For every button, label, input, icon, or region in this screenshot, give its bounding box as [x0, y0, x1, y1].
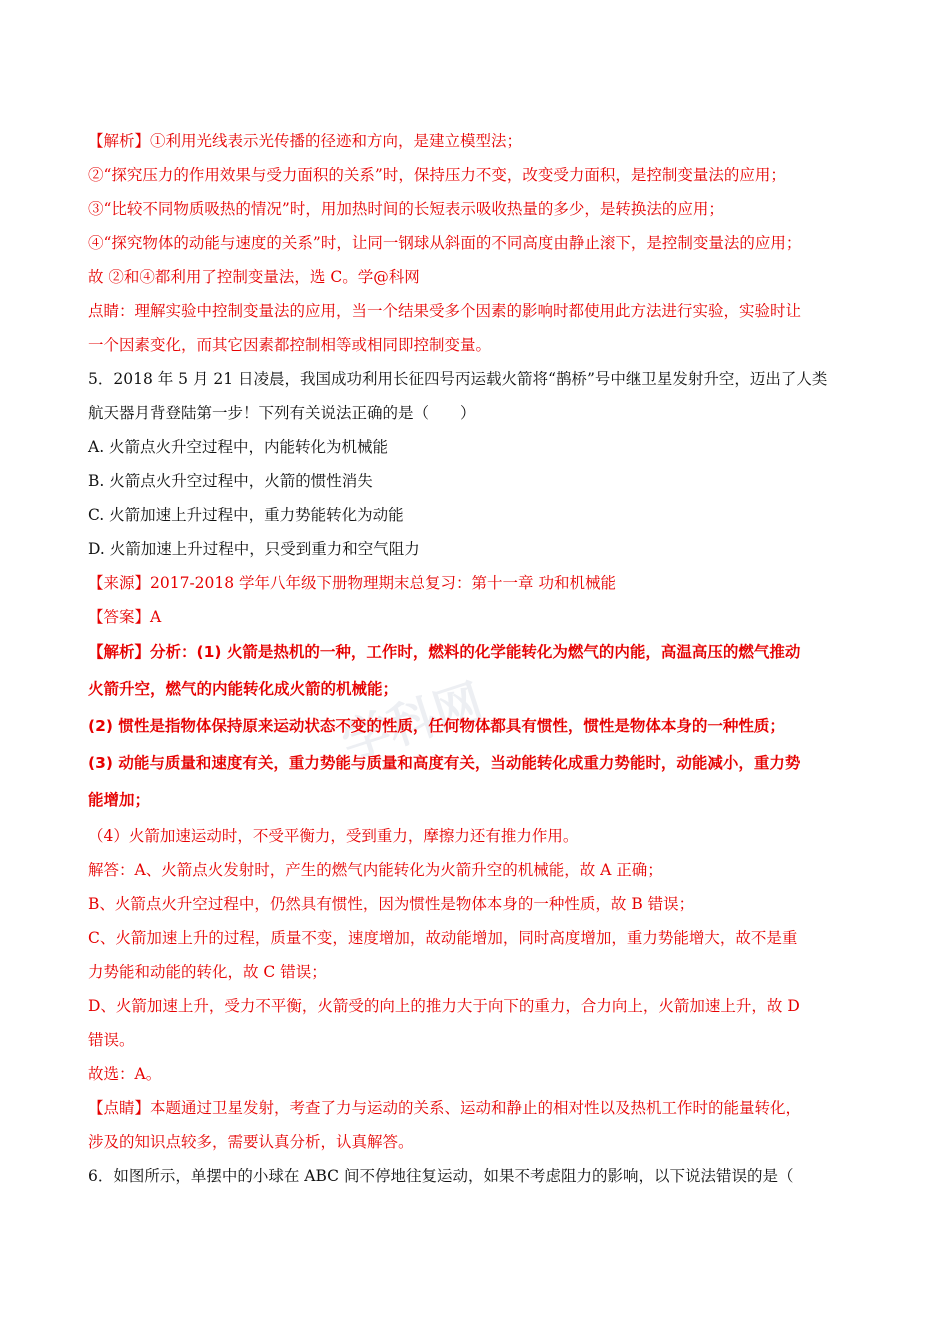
- text-line: 【点睛】本题通过卫星发射，考查了力与运动的关系、运动和静止的相对性以及热机工作时的能量转化，: [88, 1099, 802, 1117]
- document-page: [88, 124, 868, 1193]
- text-line: B. 火箭点火升空过程中，火箭的惯性消失: [88, 472, 373, 490]
- text-line: 5．2018 年 5 月 21 日凌晨，我国成功利用长征四号丙运载火箭将“鹊桥”号中继卫星发射升空，迈出了人类: [88, 370, 828, 388]
- text-line: 航天器月背登陆第一步！下列有关说法正确的是（ ）: [88, 404, 476, 422]
- text-line: A. 火箭点火升空过程中，内能转化为机械能: [88, 438, 389, 456]
- text-line: 故 ②和④都利用了控制变量法，选 C。学@科网: [88, 268, 420, 286]
- text-line: 一个因素变化，而其它因素都控制相等或相同即控制变量。: [88, 336, 492, 354]
- text-line: 【解析】①利用光线表示光传播的径迹和方向，是建立模型法；: [88, 132, 523, 150]
- text-line: B、火箭点火升空过程中，仍然具有惯性，因为惯性是物体本身的一种性质，故 B 错误；: [88, 895, 695, 913]
- text-line: D、火箭加速上升，受力不平衡，火箭受的向上的推力大于向下的重力，合力向上，火箭加速上升，故 D: [88, 997, 800, 1015]
- watermark-text: 学科网: [335, 673, 490, 772]
- text-line: 6．如图所示，单摆中的小球在 ABC 间不停地往复运动，如果不考虑阻力的影响，以下说法错误的是（: [88, 1167, 794, 1185]
- text-line: (2) 惯性是指物体保持原来运动状态不变的性质，任何物体都具有惯性，惯性是物体本身的一种性质；: [88, 717, 785, 735]
- text-line: 火箭升空，燃气的内能转化成火箭的机械能；: [88, 680, 399, 698]
- text-line: 【答案】A: [88, 608, 162, 626]
- text-line: ②“探究压力的作用效果与受力面积的关系”时，保持压力不变，改变受力面积，是控制变量法的应用；: [88, 166, 786, 184]
- text-line: 【解析】分析：(1) 火箭是热机的一种，工作时，燃料的化学能转化为燃气的内能，高温高压的燃气推动: [88, 643, 801, 661]
- text-line: (3) 动能与质量和速度有关，重力势能与质量和高度有关，当动能转化成重力势能时，动能减小，重力势: [88, 754, 801, 772]
- text-line: D. 火箭加速上升过程中，只受到重力和空气阻力: [88, 540, 420, 558]
- text-line: 涉及的知识点较多，需要认真分析，认真解答。: [88, 1133, 414, 1151]
- text-line: 力势能和动能的转化，故 C 错误；: [88, 963, 327, 981]
- text-line: C、火箭加速上升的过程，质量不变，速度增加，故动能增加，同时高度增加，重力势能增大，故不是重: [88, 929, 798, 947]
- text-line: C. 火箭加速上升过程中，重力势能转化为动能: [88, 506, 404, 524]
- text-line: 解答：A、火箭点火发射时，产生的燃气内能转化为火箭升空的机械能，故 A 正确；: [88, 861, 663, 879]
- text-line: 【来源】2017-2018 学年八年级下册物理期末总复习：第十一章 功和机械能: [88, 574, 616, 592]
- text-line: ④“探究物体的动能与速度的关系”时，让同一钢球从斜面的不同高度由静止滚下，是控制变量法的应用；: [88, 234, 802, 252]
- text-line: 错误。: [88, 1031, 135, 1049]
- text-line: 能增加；: [88, 791, 151, 809]
- text-line: 故选：A。: [88, 1065, 162, 1083]
- text-line: 点睛：理解实验中控制变量法的应用，当一个结果受多个因素的影响时都使用此方法进行实验，实验时让: [88, 302, 802, 320]
- text-line: ③“比较不同物质吸热的情况”时，用加热时间的长短表示吸收热量的多少，是转换法的应用；: [88, 200, 724, 218]
- text-line: （4）火箭加速运动时，不受平衡力，受到重力，摩擦力还有推力作用。: [88, 827, 579, 845]
